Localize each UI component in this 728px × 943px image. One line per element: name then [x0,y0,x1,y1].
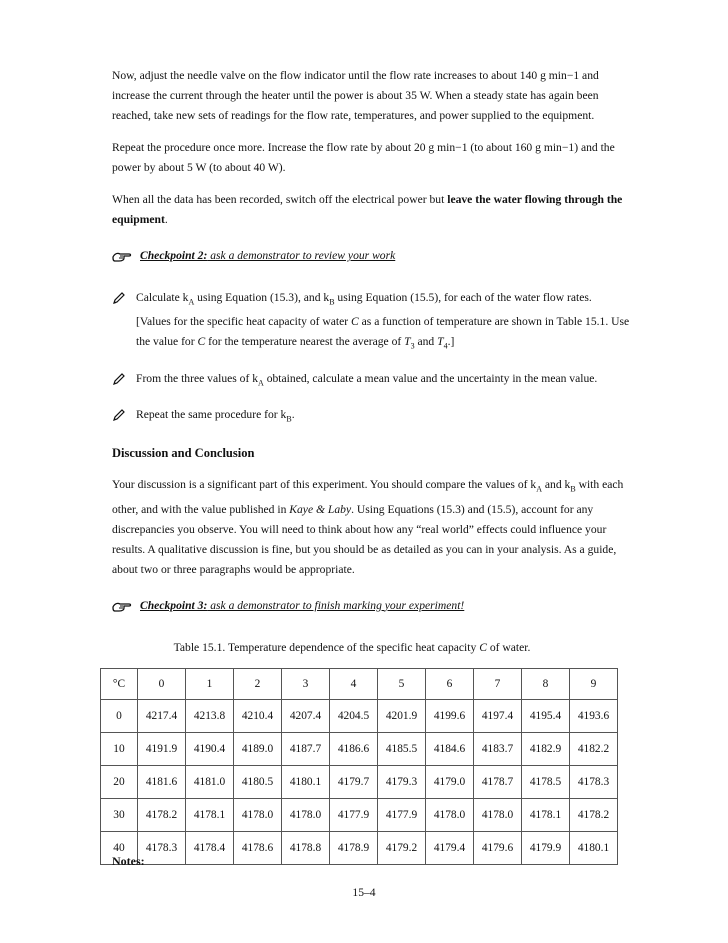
table-cell: 4180.1 [282,765,330,798]
task-text: Repeat the same procedure for k [136,407,287,421]
table-cell: 4178.7 [474,765,522,798]
table-cell: 4178.6 [234,831,282,864]
checkpoint-label: Checkpoint 2: [140,249,208,262]
task-repeat-kb [112,405,632,429]
task-text: . [291,407,295,421]
table-cell: 4197.4 [474,699,522,732]
table-cell: 4181.6 [138,765,186,798]
table-cell: 4178.0 [426,798,474,831]
notes-heading: Notes: [112,854,145,868]
table-cell: 4179.4 [426,831,474,864]
table-caption [112,638,632,658]
table-cell: 4178.1 [186,798,234,831]
table-cell: 4180.1 [570,831,618,864]
table-cell: 4178.5 [522,765,570,798]
task-text: From the three values of k [136,371,259,385]
table-cell: 4181.0 [186,765,234,798]
paragraph-text: with each other, and with the value published in [112,478,624,516]
subscript: A [258,377,264,387]
symbol-c: C [479,640,487,654]
subscript: B [329,297,335,307]
table-cell: 4178.3 [570,765,618,798]
subscript: A [536,484,542,494]
paragraph-text: Your discussion is a significant part of this experiment. You should compare the values of k [112,478,537,492]
table-cell: 40 [101,831,138,864]
table-cell: 4179.9 [522,831,570,864]
table-cell: 4189.0 [234,732,282,765]
section-heading: Discussion and Conclusion [112,446,255,461]
emphasis-text: leave the water flowing through the equipment [112,193,623,226]
paragraph-flow-adjust: Now, adjust the needle valve on the flow indicator until the flow rate increases to about 140 g min−1 and increase the current through the heater until the power is about 35 W. When a steady state has again been reached, take new sets of readings for the flow rate, temperatures, and power supplied to the equipment. [112,69,599,122]
pencil-icon [112,372,126,386]
caption-text: Table 15.1. Temperature dependence of the specific heat capacity [173,640,480,654]
table-header-cell: 3 [282,668,330,699]
table-header-row [101,668,618,699]
table-cell: 4193.6 [570,699,618,732]
table-cell: 4179.6 [474,831,522,864]
table-cell: 4178.0 [234,798,282,831]
table-cell: 4178.0 [474,798,522,831]
table-cell: 30 [101,798,138,831]
page-content [112,66,632,865]
table-cell: 4179.2 [378,831,426,864]
paragraph-discussion [112,475,632,579]
task-text: Calculate k [136,291,189,304]
paragraph-text: and k [541,478,571,492]
subscript: B [570,484,576,494]
table-row [101,699,618,732]
checkpoint-2 [112,246,632,266]
task-text: using Equation (15.5), for each of the water flow rates. [334,291,592,304]
task-text: obtained, calculate a mean value and the uncertainty in the mean value. [263,371,598,385]
symbol-t: T [404,335,411,349]
table-header-cell: 1 [186,668,234,699]
table-header-cell: 4 [330,668,378,699]
page-number: 15–4 [352,886,376,899]
table-header-cell: °C [101,668,138,699]
table-cell: 4178.4 [186,831,234,864]
table-row [101,732,618,765]
table-cell: 4185.5 [378,732,426,765]
table-header-cell: 8 [522,668,570,699]
paragraph-repeat: Repeat the procedure once more. Increase the flow rate by about 20 g min−1 (to about 160 g min−1) and the power by about 5 W (to about 40 W). [112,141,615,174]
table-cell: 4195.4 [522,699,570,732]
table-cell: 4186.6 [330,732,378,765]
pointing-hand-icon [112,599,132,613]
table-cell: 0 [101,699,138,732]
paragraph-text: . [164,213,168,226]
table-cell: 4217.4 [138,699,186,732]
table-cell: 4204.5 [330,699,378,732]
table-cell: 4179.7 [330,765,378,798]
task-text: .] [447,335,455,349]
table-cell: 4207.4 [282,699,330,732]
pencil-icon [112,408,126,422]
table-cell: 4199.6 [426,699,474,732]
table-cell: 4182.9 [522,732,570,765]
table-cell: 4178.8 [282,831,330,864]
table-row [101,831,618,864]
paragraph-switch-off [112,190,632,230]
table-header-cell: 2 [234,668,282,699]
task-calculate-k [112,288,632,357]
table-cell: 4179.0 [426,765,474,798]
symbol-t: T [437,335,444,349]
table-cell: 4183.7 [474,732,522,765]
table-cell: 4210.4 [234,699,282,732]
symbol-c: C [197,335,206,349]
task-text: and [414,335,438,349]
checkpoint-text: ask a demonstrator to review your work [207,249,396,262]
table-cell: 4178.2 [138,798,186,831]
task-text: using Equation (15.3), and k [194,291,330,304]
table-cell: 4201.9 [378,699,426,732]
subscript: B [286,414,292,424]
checkpoint-label: Checkpoint 3: [140,598,208,612]
task-text: for the temperature nearest the average of [205,335,405,349]
table-header-cell: 5 [378,668,426,699]
table-cell: 4180.5 [234,765,282,798]
checkpoint-text: ask a demonstrator to finish marking your experiment! [207,598,465,612]
table-header-cell: 7 [474,668,522,699]
table-cell: 4187.7 [282,732,330,765]
table-cell: 4178.1 [522,798,570,831]
specific-heat-table [100,668,618,865]
table-cell: 4178.0 [282,798,330,831]
table-cell: 4184.6 [426,732,474,765]
reference-title: Kaye & Laby [289,502,352,516]
table-cell: 4190.4 [186,732,234,765]
symbol-c: C [351,315,359,329]
table-header-cell: 6 [426,668,474,699]
pointing-hand-icon [112,249,132,263]
table-row [101,765,618,798]
table-cell: 4178.2 [570,798,618,831]
table-cell: 4177.9 [378,798,426,831]
paragraph-text: When all the data has been recorded, switch off the electrical power but [112,193,448,206]
table-cell: 4213.8 [186,699,234,732]
table-cell: 4178.9 [330,831,378,864]
subscript: 4 [443,341,448,351]
paragraph-text: . Using Equations (15.3) and (15.5), account for any discrepancies you observe. You will need to think about how any “real world” effects could influence your results. A qualitative discussion is fine, but you should be as detailed as you can in your analysis. As a guide, about two or three paragraphs would be appropriate. [112,502,617,576]
table-cell: 10 [101,732,138,765]
table-header-cell: 0 [138,668,186,699]
table-cell: 4177.9 [330,798,378,831]
table-cell: 4178.3 [138,831,186,864]
subscript: 3 [410,341,415,351]
pencil-icon [112,291,126,305]
task-text: [Values for the specific heat capacity of water [136,315,352,329]
table-cell: 4182.2 [570,732,618,765]
table-cell: 4179.3 [378,765,426,798]
subscript: A [188,297,195,307]
table-header-cell: 9 [570,668,618,699]
task-mean-value [112,369,632,393]
checkpoint-3 [112,596,632,616]
caption-text: of water. [486,640,531,654]
task-text: as a function of temperature are shown in Table 15.1. Use the value for [136,315,630,349]
table-row [101,798,618,831]
table-cell: 4191.9 [138,732,186,765]
table-cell: 20 [101,765,138,798]
